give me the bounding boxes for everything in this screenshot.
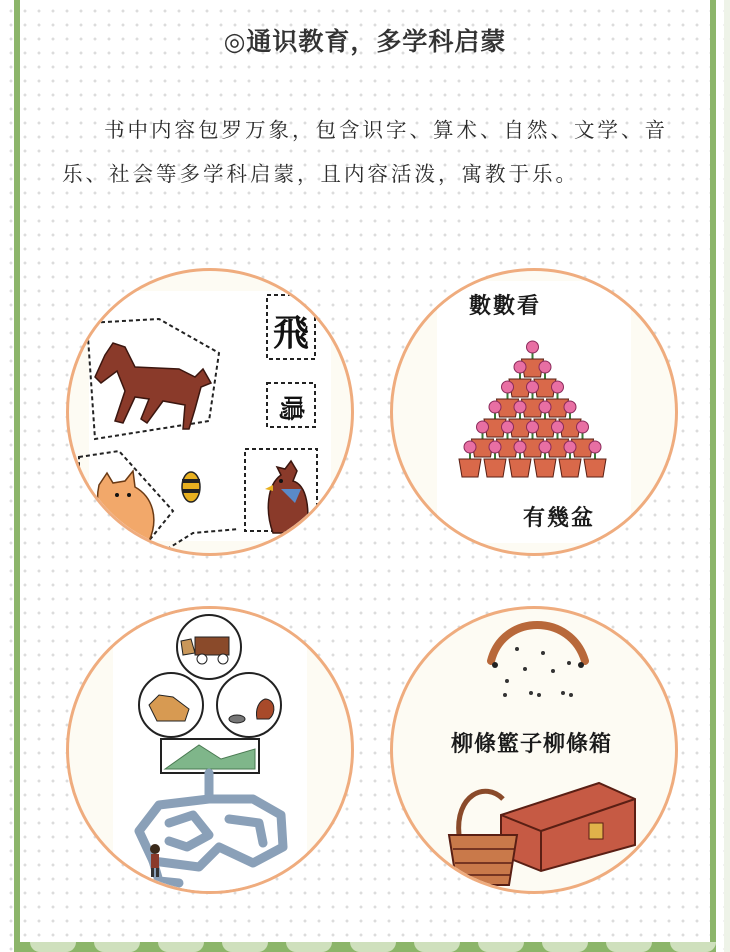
counting-title: 數數看 xyxy=(469,293,542,319)
counting-question: 有幾盆 xyxy=(523,505,596,531)
character-fly: 飛 xyxy=(272,312,310,354)
basket-illustration xyxy=(390,606,678,894)
intro-paragraph: 书中内容包罗万象，包含识字、算术、自然、文学、音乐、社会等多学科启蒙，且内容活泼，寓教于乐。 xyxy=(62,118,668,186)
maze-illustration xyxy=(66,606,354,894)
border-notch xyxy=(350,942,396,952)
border-notch xyxy=(542,942,588,952)
basket-icon xyxy=(449,791,517,885)
border-notch xyxy=(414,942,460,952)
border-notch xyxy=(606,942,652,952)
dot-trail xyxy=(503,647,573,697)
border-notch xyxy=(478,942,524,952)
chest-icon xyxy=(501,783,635,871)
border-notch xyxy=(286,942,332,952)
right-frame-bar xyxy=(710,0,716,952)
character-crow: 鳴 xyxy=(275,394,305,422)
border-notch xyxy=(670,942,716,952)
bottom-border xyxy=(20,942,710,952)
dog-icon xyxy=(139,673,203,737)
section-heading xyxy=(0,22,730,58)
heading-mark: ◎ xyxy=(223,27,247,56)
bee-icon xyxy=(182,472,200,502)
border-notch xyxy=(158,942,204,952)
border-notch xyxy=(94,942,140,952)
heading-text: 通识教育，多学科启蒙 xyxy=(246,27,507,56)
counting-illustration xyxy=(390,268,678,556)
basket-caption: 柳條籃子柳條箱 xyxy=(451,731,613,757)
border-notch xyxy=(30,942,76,952)
handle-icon xyxy=(491,625,585,668)
left-frame-bar xyxy=(14,0,20,952)
border-notch xyxy=(222,942,268,952)
right-frame-edge xyxy=(724,0,730,952)
rooster-mouse-scene xyxy=(217,673,281,737)
cart-scene xyxy=(177,615,241,679)
literacy-illustration xyxy=(66,268,354,556)
